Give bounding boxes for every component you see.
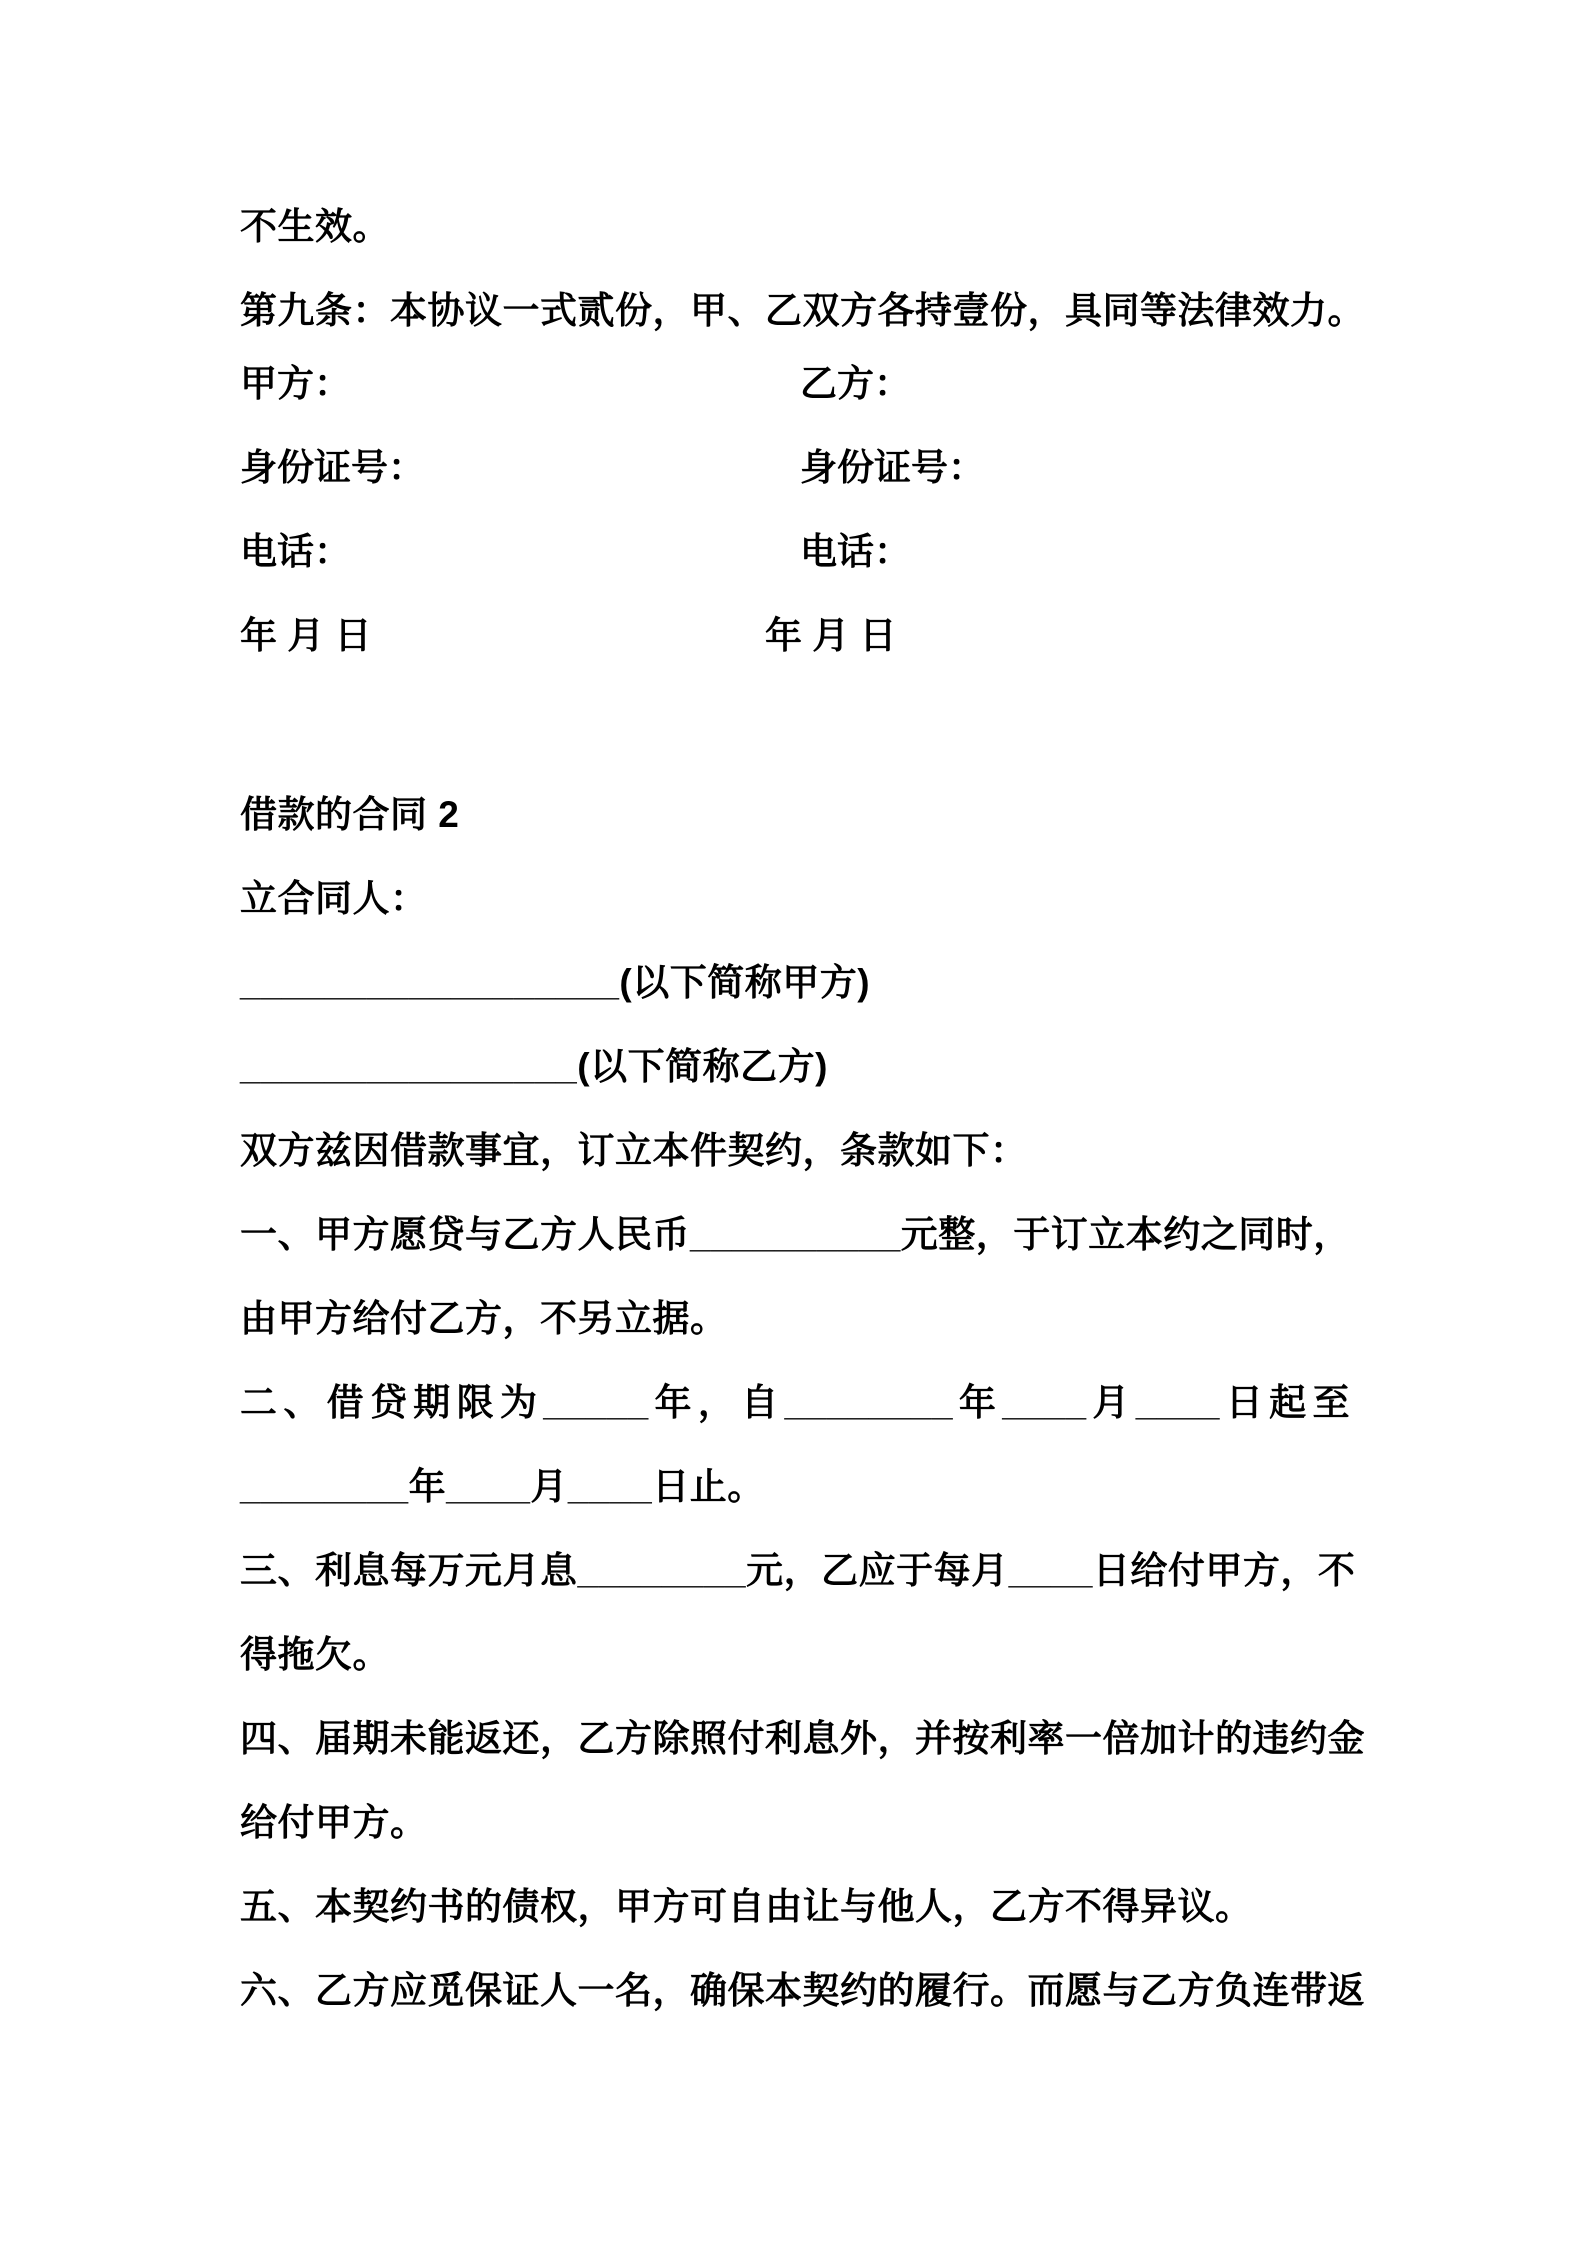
clause-line: 三、利息每万元月息________元，乙应于每月____日给付甲方，不 bbox=[240, 1550, 1356, 1591]
party-b-label: 乙方： bbox=[800, 363, 911, 404]
clause-1 bbox=[240, 1193, 1350, 1361]
id-number-label-a: 身份证号： bbox=[240, 447, 425, 488]
clause-line: 六、乙方应觅保证人一名，确保本契约的履行。而愿与乙方负连带返 bbox=[240, 1970, 1365, 2011]
date-line-b: 年 月 日 bbox=[765, 615, 897, 656]
clause-line: ________年____月____日止。 bbox=[240, 1466, 765, 1507]
contract2-section bbox=[240, 773, 1365, 2033]
party-a-blank-line: __________________(以下简称甲方) bbox=[240, 962, 871, 1003]
clause-5 bbox=[240, 1865, 1350, 1949]
clause-line: 给付甲方。 bbox=[240, 1802, 428, 1843]
phone-label-b: 电话： bbox=[800, 531, 911, 572]
phone-label-a: 电话： bbox=[240, 531, 351, 572]
paragraph: 不生效。 bbox=[240, 206, 390, 247]
party-a-label: 甲方： bbox=[240, 363, 351, 404]
clause-4 bbox=[240, 1697, 1365, 1865]
party-b-blank-line: ________________(以下简称乙方) bbox=[240, 1046, 828, 1087]
clause-nine: 第九条：本协议一式贰份，甲、乙双方各持壹份，具同等法律效力。 bbox=[240, 290, 1365, 331]
clause-line: 二、借贷期限为_____年，自________年____月____日起至 bbox=[240, 1382, 1350, 1423]
clause-line: 得拖欠。 bbox=[240, 1634, 390, 1675]
signature-row bbox=[240, 521, 1350, 605]
contract-preamble: 双方兹因借款事宜，订立本件契约，条款如下： bbox=[240, 1130, 1028, 1171]
clause-3 bbox=[240, 1529, 1356, 1697]
clause-line: 一、甲方愿贷与乙方人民币__________元整，于订立本约之同时， bbox=[240, 1214, 1351, 1255]
date-line-a: 年 月 日 bbox=[240, 615, 372, 656]
signature-row bbox=[240, 437, 1350, 521]
clause-line: 五、本契约书的债权，甲方可自由让与他人，乙方不得异议。 bbox=[240, 1886, 1253, 1927]
signature-row bbox=[240, 353, 1350, 437]
clause-6 bbox=[240, 1949, 1365, 2033]
id-number-label-b: 身份证号： bbox=[800, 447, 985, 488]
signature-date-row bbox=[240, 605, 1350, 689]
clause-2 bbox=[240, 1361, 1350, 1529]
contract1-ending bbox=[240, 185, 1365, 689]
contract-parties-intro: 立合同人： bbox=[240, 878, 428, 919]
clause-line: 四、届期未能返还，乙方除照付利息外，并按利率一倍加计的违约金 bbox=[240, 1718, 1365, 1759]
contract2-title: 借款的合同 2 bbox=[240, 794, 460, 835]
clause-line: 由甲方给付乙方，不另立据。 bbox=[240, 1298, 728, 1339]
